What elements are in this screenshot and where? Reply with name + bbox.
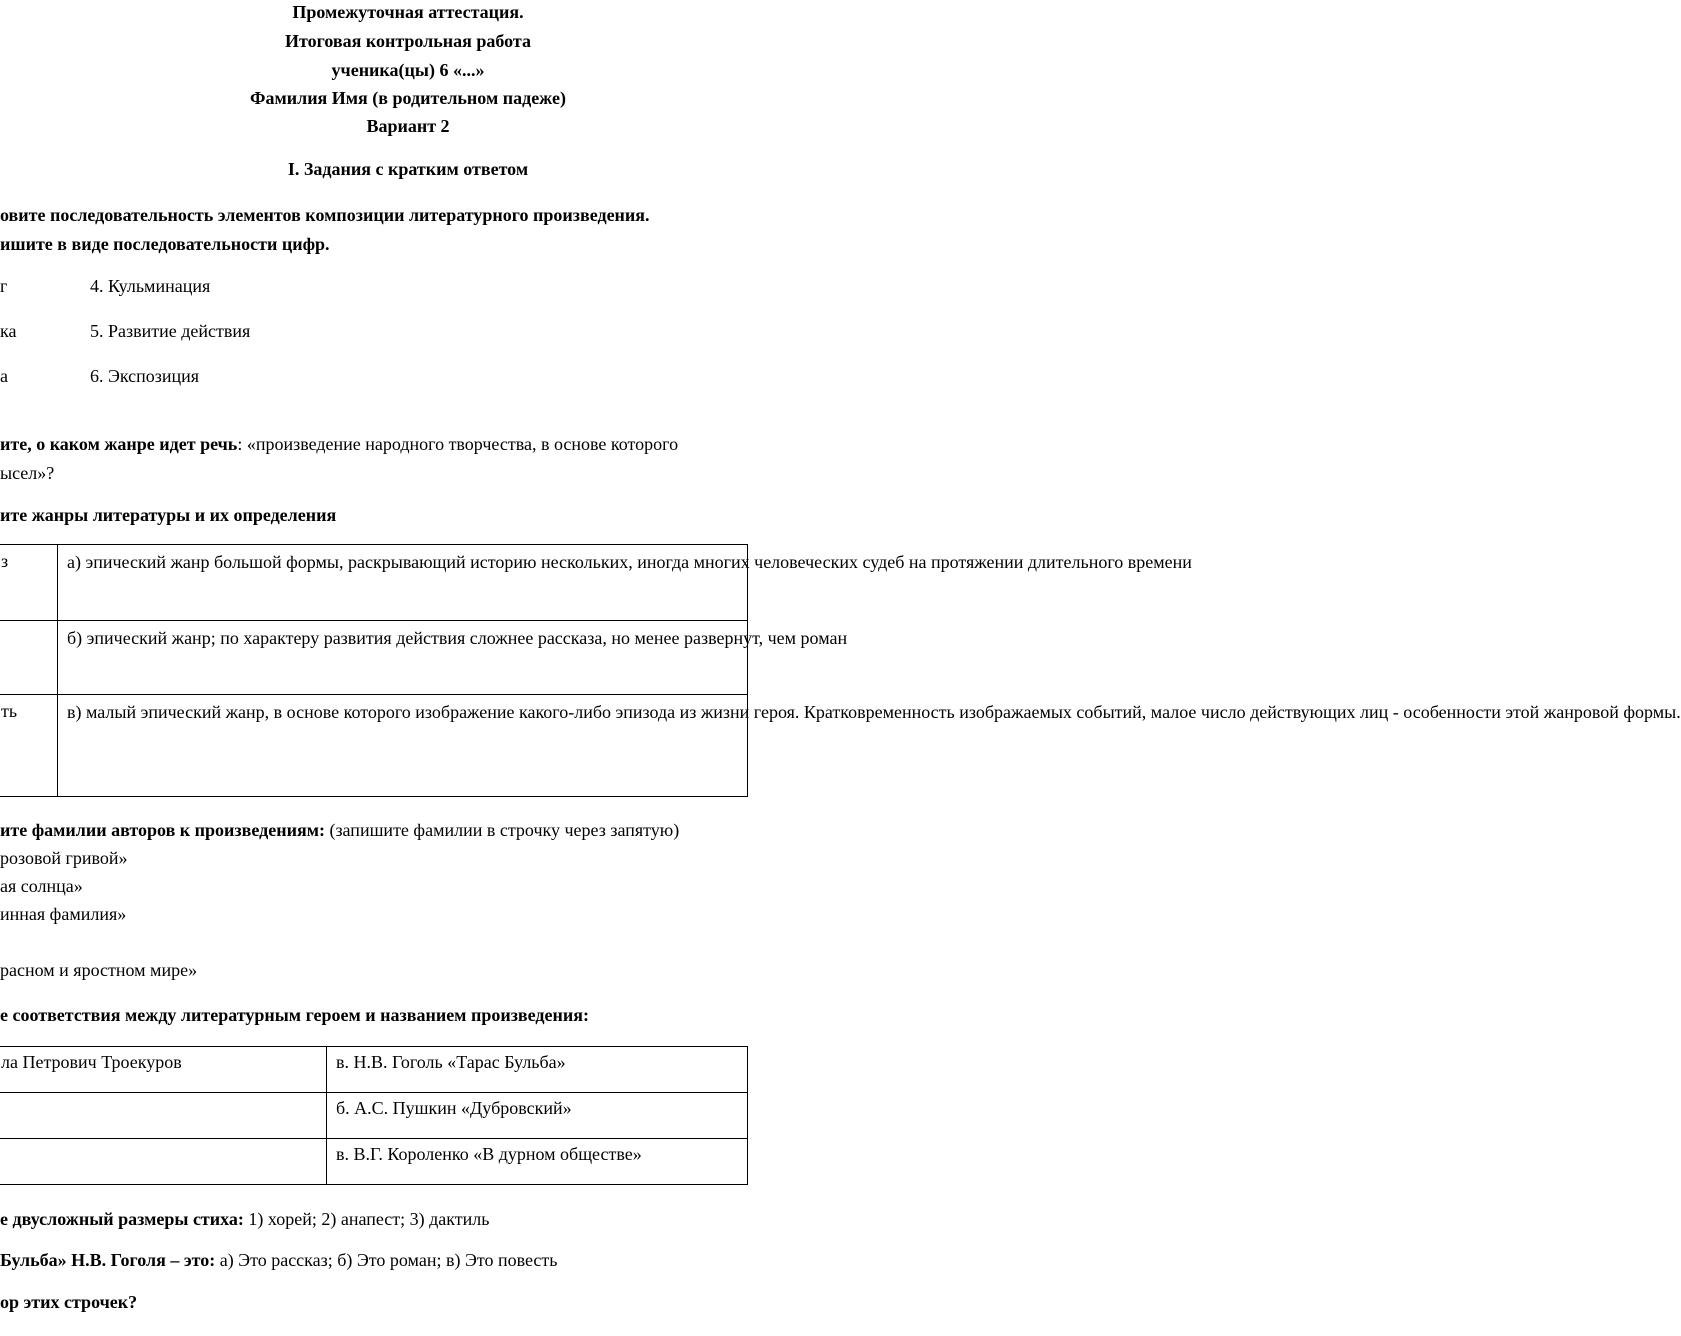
q7-prompt-text: а) Это рассказ; б) Это роман; в) Это повесть xyxy=(215,1250,558,1270)
q4-item-1: розовой гривой» xyxy=(0,848,128,868)
q1-option-left-1: г xyxy=(0,276,8,296)
q1-option-right-3: 6. Экспозиция xyxy=(90,366,200,386)
table-row xyxy=(0,621,748,695)
q3-cell-left-1: з xyxy=(0,545,58,621)
q5-cell-right-1: в. Н.В. Гоголь «Тарас Бульба» xyxy=(327,1047,748,1093)
q2-prompt-line-2: ысел»? xyxy=(0,463,55,483)
q6-prompt-bold: е двусложный размеры стиха: xyxy=(0,1209,244,1229)
q5-cell-right-2: б. А.С. Пушкин «Дубровский» xyxy=(327,1093,748,1139)
q4-prompt xyxy=(0,820,679,841)
table-row xyxy=(0,1093,748,1139)
q7-prompt-bold: Бульба» Н.В. Гоголя – это: xyxy=(0,1250,216,1270)
q2-prompt-bold: ите, о каком жанре идет речь xyxy=(0,434,238,454)
q1-option-right-2: 5. Развитие действия xyxy=(90,321,251,341)
q1-option-right-1: 4. Кульминация xyxy=(90,276,211,296)
table-row xyxy=(0,545,748,621)
q5-match-table xyxy=(0,1046,748,1185)
q3-genre-table xyxy=(0,544,1681,797)
q4-prompt-bold: ите фамилии авторов к произведениям: xyxy=(0,820,325,840)
table-row xyxy=(0,695,748,797)
q3-cell-right-3: в) малый эпический жанр, в основе которого изображение какого-либо эпизода из жизни героя. Кратковременность изображаемых событий, малое число действующих лиц - особенности этой жанровой формы. xyxy=(58,695,748,797)
q5-cell-right-3: в. В.Г. Короленко «В дурном обществе» xyxy=(327,1139,748,1185)
q3-cell-right-1: а) эпический жанр большой формы, раскрывающий историю нескольких, иногда многих человеческих судеб на протяжении длительного времени xyxy=(58,545,748,621)
q6-prompt-text: 1) хорей; 2) анапест; 3) дактиль xyxy=(243,1209,490,1229)
header-line-2: Итоговая контрольная работа xyxy=(284,31,531,51)
q5-cell-left-3 xyxy=(0,1139,327,1185)
q1-prompt-line-2: ишите в виде последовательности цифр. xyxy=(0,234,330,254)
q3-cell-left-2 xyxy=(0,621,58,695)
q8-prompt: ор этих строчек? xyxy=(0,1292,138,1312)
header-line-4: Фамилия Имя (в родительном падеже) xyxy=(250,88,566,108)
q2-prompt-text: : «произведение народного творчества, в основе которого xyxy=(237,434,679,454)
q1-option-left-2: ка xyxy=(0,321,17,341)
q6-prompt xyxy=(0,1209,489,1230)
q3-cell-right-2: б) эпический жанр; по характеру развития действия сложнее рассказа, но менее развернут, чем роман xyxy=(58,621,748,695)
q1-option-left-3: а xyxy=(0,366,8,386)
q7-prompt xyxy=(0,1250,557,1271)
table-row xyxy=(0,1139,748,1185)
q2-prompt-line-1 xyxy=(0,434,678,455)
q5-cell-left-1: ла Петрович Троекуров xyxy=(0,1047,327,1093)
q4-item-3: инная фамилия» xyxy=(0,904,127,924)
header-line-1: Промежуточная аттестация. xyxy=(292,2,524,22)
q4-prompt-text: (запишите фамилии в строчку через запятую) xyxy=(324,820,680,840)
q5-title: е соответствия между литературным героем и названием произведения: xyxy=(0,1005,589,1025)
q4-item-4: расном и яростном мире» xyxy=(0,960,198,980)
q3-title: ите жанры литературы и их определения xyxy=(0,505,337,525)
q4-item-2: ая солнца» xyxy=(0,876,83,896)
q3-cell-left-3: ть xyxy=(0,695,58,797)
header-line-5: Вариант 2 xyxy=(366,116,450,136)
q1-prompt-line-1: овите последовательность элементов композиции литературного произведения. xyxy=(0,205,650,225)
section-title: I. Задания с кратким ответом xyxy=(287,159,529,179)
header-line-3: ученика(цы) 6 «...» xyxy=(331,60,485,80)
table-row xyxy=(0,1047,748,1093)
q5-cell-left-2 xyxy=(0,1093,327,1139)
